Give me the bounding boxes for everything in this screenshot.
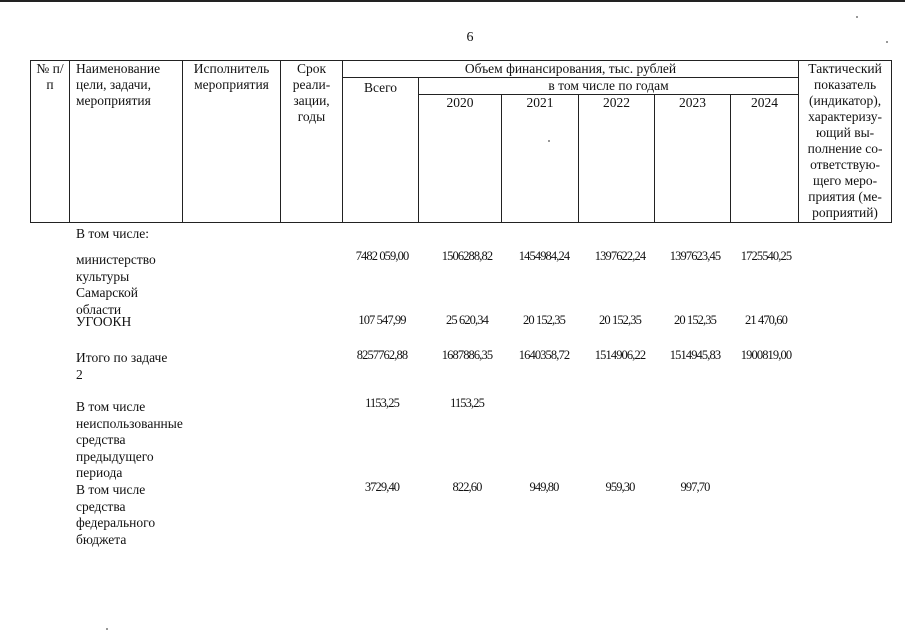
header-funding: Объем финансирования, тыс. рублей (343, 61, 799, 78)
intro-label: В том числе: (76, 226, 149, 241)
row-label: УГООКН (76, 314, 132, 329)
row-2021: 1454984,24 (518, 249, 570, 263)
page-top-border (0, 0, 905, 2)
row-2022: 20 152,35 (599, 313, 641, 327)
row-2023: 1514945,83 (669, 348, 721, 362)
row-2020: 25 620,34 (446, 313, 488, 327)
scan-speck (548, 140, 550, 142)
row-label: В том числе неиспользованные средства предыдущего периода (76, 399, 183, 480)
header-year-2023: 2023 (655, 95, 731, 223)
header-num: № п/п (31, 61, 70, 223)
row-total: 7482 059,00 (355, 249, 409, 263)
row-2020: 1687886,35 (441, 348, 493, 362)
scan-speck (856, 16, 858, 18)
header-indicator: Тактический показатель (индикатор), характеризу-ющий вы-полнение со-ответствую-щего меро-приятия (ме-роприятий) (799, 61, 892, 223)
header-year-2024: 2024 (731, 95, 799, 223)
header-by-years: в том числе по годам (419, 78, 799, 95)
row-2021: 1640358,72 (518, 348, 570, 362)
page-number: 6 (466, 30, 474, 45)
row-2022: 959,30 (605, 480, 635, 494)
row-label: Итого по задаче 2 (76, 350, 168, 382)
row-2024: 21 470,60 (745, 313, 787, 327)
header-year-2022: 2022 (579, 95, 655, 223)
row-2021: 20 152,35 (523, 313, 565, 327)
row-2020: 1153,25 (450, 396, 484, 410)
scan-speck (106, 628, 108, 630)
row-2023: 20 152,35 (674, 313, 716, 327)
row-2023: 1397623,45 (669, 249, 721, 263)
row-label: В том числе средства федерального бюджета (76, 482, 156, 547)
row-2020: 822,60 (452, 480, 482, 494)
row-2024: 1725540,25 (740, 249, 792, 263)
scan-speck (886, 41, 888, 43)
header-term: Срок реали-зации, годы (281, 61, 343, 223)
header-year-2020: 2020 (419, 95, 502, 223)
row-2023: 997,70 (680, 480, 710, 494)
row-2022: 1514906,22 (594, 348, 646, 362)
header-year-2021: 2021 (502, 95, 579, 223)
header-total: Всего (343, 78, 419, 223)
row-total: 107 547,99 (358, 313, 406, 327)
row-label: министерство культуры Самарской области (76, 252, 156, 317)
header-name: Наименование цели, задачи, мероприятия (70, 61, 183, 223)
row-total: 1153,25 (365, 396, 399, 410)
row-total: 3729,40 (364, 480, 400, 494)
row-total: 8257762,88 (356, 348, 408, 362)
header-executor: Исполнитель мероприятия (183, 61, 281, 223)
table-header (30, 60, 892, 223)
row-2021: 949,80 (529, 480, 559, 494)
row-2020: 1506288,82 (441, 249, 493, 263)
row-2024: 1900819,00 (740, 348, 792, 362)
row-2022: 1397622,24 (594, 249, 646, 263)
